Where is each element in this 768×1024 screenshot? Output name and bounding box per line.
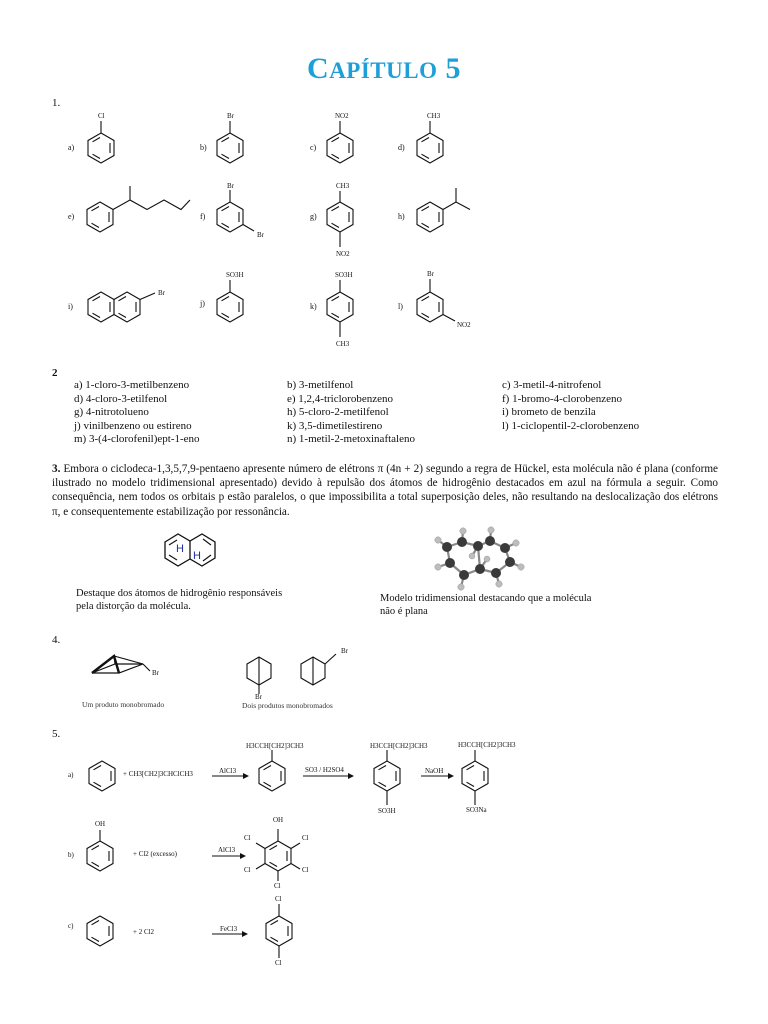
q5-c-chlorine-bottom: Cl: [275, 959, 282, 967]
q3-caption-model: Modelo tridimensional destacando que a molécula não é plana: [380, 593, 592, 617]
question-1-number: 1.: [52, 97, 61, 109]
q5-a-reagent: + CH3[CH2]3CHClCH3: [123, 770, 193, 778]
q2-name: d) 4-cloro-3-etilfenol: [74, 392, 168, 405]
q1-f-substituent-2: Br: [257, 231, 264, 239]
q1-l-substituent: Br: [427, 270, 434, 278]
q1-label-f: f): [200, 212, 206, 221]
q5-a-label: a): [68, 771, 74, 779]
q5-c-chlorine-top: Cl: [275, 895, 282, 903]
q4-br-2: Br: [255, 693, 262, 701]
q1-g-substituent-2: NO2: [336, 250, 350, 258]
q5-b-chlorine-5: Cl: [244, 834, 251, 842]
q1-label-j: j): [200, 299, 205, 308]
q1-k-substituent-2: CH3: [336, 340, 350, 348]
q5-a-chain-1: H3CCH[CH2]3CH3: [246, 742, 304, 750]
q5-a-sulfonic-acid: SO3H: [378, 807, 396, 815]
q5-a-catalyst-3: NaOH: [425, 767, 444, 775]
q5-b-catalyst: AlCl3: [218, 846, 236, 854]
q4-caption-two-products: Dois produtos monobromados: [242, 701, 333, 710]
q1-label-l: l): [398, 302, 403, 311]
q2-name: h) 5-cloro-2-metilfenol: [287, 406, 389, 418]
highlighted-hydrogen-1: H: [176, 543, 184, 555]
q2-name: e) 1,2,4-triclorobenzeno: [287, 392, 393, 405]
q5-b-reagent: + Cl2 (excesso): [133, 850, 177, 858]
q5-c-reagent: + 2 Cl2: [133, 928, 155, 936]
q5-b-chlorine-2: Cl: [302, 866, 309, 874]
q5-b-product-hydroxyl: OH: [273, 816, 284, 824]
chapter-title: CAPÍTULO 5: [307, 52, 461, 85]
question-2-number: 2: [52, 367, 58, 379]
q1-g-substituent: CH3: [336, 182, 350, 190]
q1-a-substituent: Cl: [98, 112, 105, 120]
q5-b-label: b): [68, 851, 74, 859]
q2-name: f) 1-bromo-4-clorobenzeno: [502, 392, 623, 405]
q2-name: n) 1-metil-2-metoxinaftaleno: [287, 433, 415, 445]
question-5-number: 5.: [52, 728, 61, 740]
q1-label-b: b): [200, 143, 207, 152]
q2-name: i) brometo de benzila: [502, 406, 596, 418]
q1-l-substituent-2: NO2: [457, 321, 471, 329]
q1-label-i: i): [68, 302, 73, 311]
q4-br-1: Br: [152, 669, 159, 677]
q5-a-chain-2: H3CCH[CH2]3CH3: [370, 742, 428, 750]
q1-j-substituent: SO3H: [226, 271, 244, 279]
q5-a-catalyst-2: SO3 / H2SO4: [305, 766, 344, 774]
q5-c-label: c): [68, 922, 74, 930]
q1-label-g: g): [310, 212, 317, 221]
q5-b-chlorine-1: Cl: [302, 834, 309, 842]
q2-name: k) 3,5-dimetilestireno: [287, 419, 383, 432]
q5-b-chlorine-4: Cl: [244, 866, 251, 874]
q5-b-hydroxyl: OH: [95, 820, 106, 828]
q2-name: b) 3-metilfenol: [287, 379, 354, 391]
q1-c-substituent: NO2: [335, 112, 349, 120]
q1-label-e: e): [68, 212, 75, 221]
q1-d-substituent: CH3: [427, 112, 441, 120]
q5-b-chlorine-3: Cl: [274, 882, 281, 890]
q1-f-substituent: Br: [227, 182, 234, 190]
q5-a-chain-3: H3CCH[CH2]3CH3: [458, 741, 516, 749]
q1-label-k: k): [310, 302, 317, 311]
q1-b-substituent: Br: [227, 112, 234, 120]
question-4-number: 4.: [52, 634, 61, 646]
q1-k-substituent: SO3H: [335, 271, 353, 279]
question-3-body: Embora o ciclodeca-1,3,5,7,9-pentaeno apresente número de elétrons π (4n + 2) segundo a regra de Hückel, esta molécula não é plana (conforme ilustrado no modelo tridimensional apresentado) devido à repulsão dos átomos de hidrogênio destacados em azul na fórmula a seguir. Como consequência, nem todos os orbitais p estão paralelos, o que impossibilita a total superposição deles, não resultando na deslocalização dos elétrons π, e consequentemente estabilização por ressonância.: [52, 463, 719, 518]
q1-label-a: a): [68, 143, 75, 152]
q2-name: j) vinilbenzeno ou estireno: [74, 419, 192, 432]
q4-br-3: Br: [341, 647, 348, 655]
q2-name: c) 3-metil-4-nitrofenol: [502, 379, 602, 391]
question-3-number: 3.: [52, 463, 61, 475]
highlighted-hydrogen-2: H: [193, 550, 201, 562]
q5-a-catalyst-1: AlCl3: [219, 767, 237, 775]
q2-name: g) 4-nitrotolueno: [74, 406, 149, 418]
q2-name: a) 1-cloro-3-metilbenzeno: [74, 379, 190, 391]
q1-label-c: c): [310, 143, 317, 152]
q4-caption-one-product: Um produto monobromado: [82, 700, 165, 709]
q3-caption-structure: Destaque dos átomos de hidrogênio responsáveis pela distorção da molécula.: [76, 588, 283, 612]
q5-c-catalyst: FeCl3: [220, 925, 238, 933]
q1-label-d: d): [398, 143, 405, 152]
q2-name: l) 1-ciclopentil-2-clorobenzeno: [502, 419, 640, 432]
q2-name: m) 3-(4-clorofenil)ept-1-eno: [74, 433, 200, 445]
q1-label-h: h): [398, 212, 405, 221]
q5-a-sulfonate: SO3Na: [466, 806, 487, 814]
q1-i-substituent: Br: [158, 289, 165, 297]
